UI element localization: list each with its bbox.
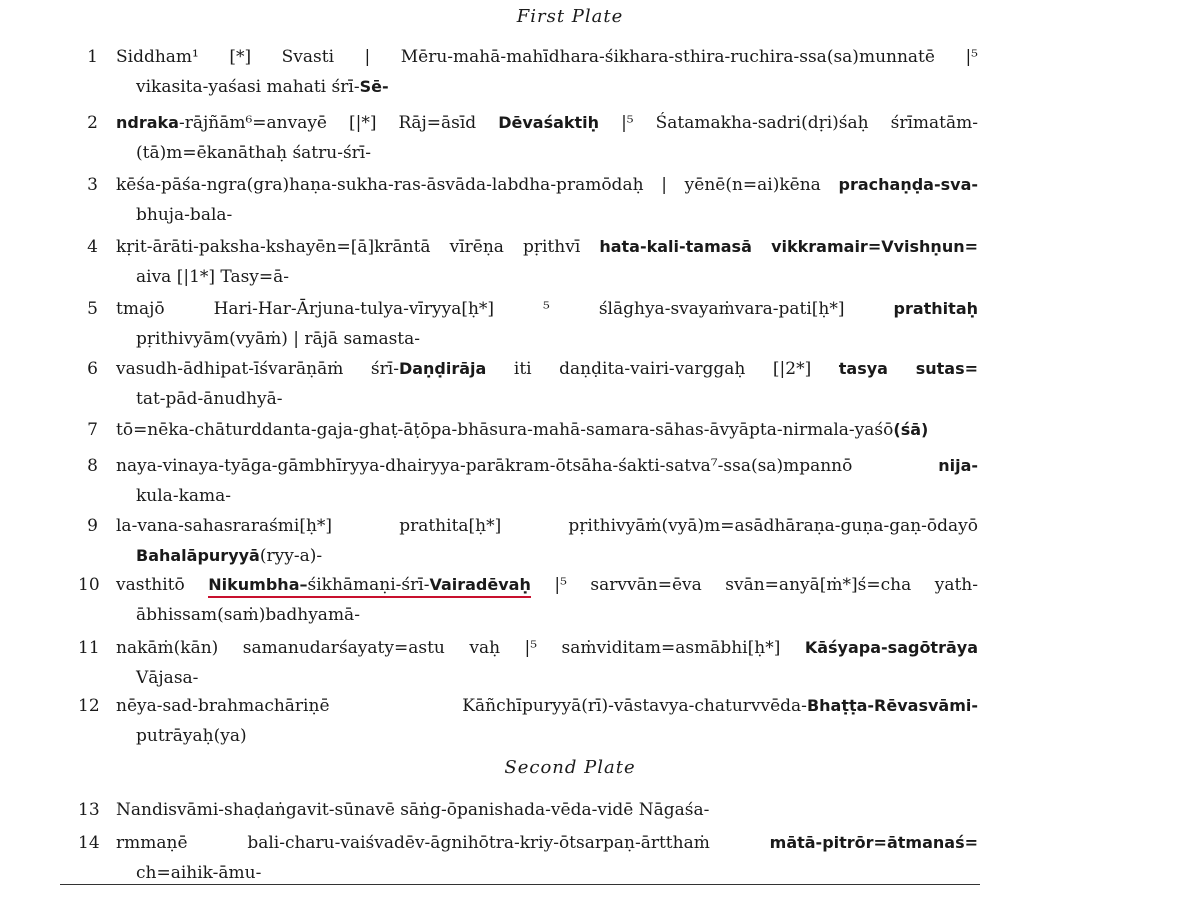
line-number: 4 bbox=[87, 237, 98, 257]
line-number: 1 bbox=[87, 47, 98, 67]
line-text: ndraka-rājñām⁶=anvayē [|*] Rāj=āsīd Dēvaśaktiḥ |⁵ Śatamakha-sadri(dṛi)śaḥ śrīmatām- bbox=[116, 113, 978, 133]
first-plate-heading: First Plate bbox=[516, 6, 624, 27]
line-number: 12 bbox=[78, 696, 100, 716]
line-text: naya-vinaya-tyāga-gāmbhīryya-dhairyya-parākram-ōtsāha-śakti-satva⁷-ssa(sa)mpannō nija- bbox=[116, 456, 978, 476]
line-continuation: pṛithivyām(vyāṁ) | rājā samasta- bbox=[136, 329, 421, 349]
line-number: 3 bbox=[87, 175, 98, 195]
line-text: kēśa-pāśa-ngra(gra)haṇa-sukha-ras-āsvāda-labdha-pramōdaḥ | yēnē(n=ai)kēna prachaṇḍa-sva- bbox=[116, 175, 978, 195]
line-continuation: (tā)m=ēkanāthaḥ śatru-śrī- bbox=[136, 143, 371, 163]
line-text: la-vana-sahasraraśmi[ḥ*] prathita[ḥ*] pṛithivyāṁ(vyā)m=asādhāraṇa-guṇa-gaṇ-ōdayō bbox=[116, 516, 978, 536]
second-plate-heading: Second Plate bbox=[504, 757, 636, 778]
line-continuation: Bahalāpuryyā(ryy-a)- bbox=[136, 546, 323, 566]
line-text: tō=nēka-chāturddanta-gaja-ghaṭ-āṭōpa-bhāsura-mahā-samara-sāhas-āvyāpta-nirmala-yaśō(śā) bbox=[116, 420, 929, 440]
line-continuation: ch=aihik-āmu- bbox=[136, 863, 262, 883]
line-text: vasthitō Nikumbha–śikhāmaṇi-śrī-Vairadēvaḥ |⁵ sarvvān=ēva svān=anyā[ṁ*]ś=cha yath- bbox=[116, 572, 978, 598]
line-text: rmmaṇē bali-charu-vaiśvadēv-āgnihōtra-kriy-ōtsarpaṇ-ārtthaṁ mātā-pitrōr=ātmanaś= bbox=[116, 833, 978, 853]
line-text: kṛit-ārāti-paksha-kshayēn=[ā]krāntā vīrēṇa pṛithvī hata-kali-tamasā vikkramair=Vvishṇun= bbox=[116, 237, 979, 257]
line-text: vasudh-ādhipat-īśvarāṇāṁ śrī-Daṇḍirāja iti daṇḍita-vairi-varggaḥ [|2*] tasya sutas= bbox=[116, 359, 978, 379]
line-text: nakāṁ(kān) samanudarśayaty=astu vaḥ |⁵ saṁviditam=asmābhi[ḥ*] Kāśyapa-sagōtrāya bbox=[116, 638, 978, 658]
footnote-rule bbox=[60, 884, 980, 885]
line-text: Siddham¹ [*] Svasti | Mēru-mahā-mahīdhara-śikhara-sthira-ruchira-ssa(sa)munnatē |⁵ bbox=[116, 47, 978, 67]
line-number: 13 bbox=[78, 800, 100, 820]
line-continuation: bhuja-bala- bbox=[136, 205, 233, 225]
line-continuation: putrāyaḥ(ya) bbox=[136, 726, 247, 746]
line-number: 14 bbox=[78, 833, 100, 853]
line-number: 8 bbox=[87, 456, 98, 476]
line-number: 5 bbox=[87, 299, 98, 319]
line-continuation: ābhissam(saṁ)badhyamā- bbox=[136, 605, 360, 625]
line-continuation: Vājasa- bbox=[136, 668, 199, 688]
line-continuation: tat-pād-ānudhyā- bbox=[136, 389, 283, 409]
line-continuation: aiva [|1*] Tasy=ā- bbox=[136, 267, 290, 287]
line-number: 10 bbox=[78, 575, 100, 595]
line-text: tmajō Hari-Har-Ārjuna-tulya-vīryya[ḥ*] ⁵ ślāghya-svayaṁvara-pati[ḥ*] prathitaḥ bbox=[116, 299, 978, 319]
line-number: 7 bbox=[87, 420, 98, 440]
line-number: 2 bbox=[87, 113, 98, 133]
line-continuation: vikasita-yaśasi mahati śrī-Sē- bbox=[136, 77, 389, 97]
line-continuation: kula-kama- bbox=[136, 486, 232, 506]
line-number: 11 bbox=[78, 638, 100, 658]
line-text: Nandisvāmi-shaḍaṅgavit-sūnavē sāṅg-ōpanishada-vēda-vidē Nāgaśa- bbox=[116, 800, 710, 820]
line-number: 6 bbox=[87, 359, 98, 379]
line-number: 9 bbox=[87, 516, 98, 536]
line-text: nēya-sad-brahmachāriṇē Kāñchīpuryyā(rī)-vāstavya-chaturvvēda-Bhaṭṭa-Rēvasvāmi- bbox=[116, 696, 978, 716]
